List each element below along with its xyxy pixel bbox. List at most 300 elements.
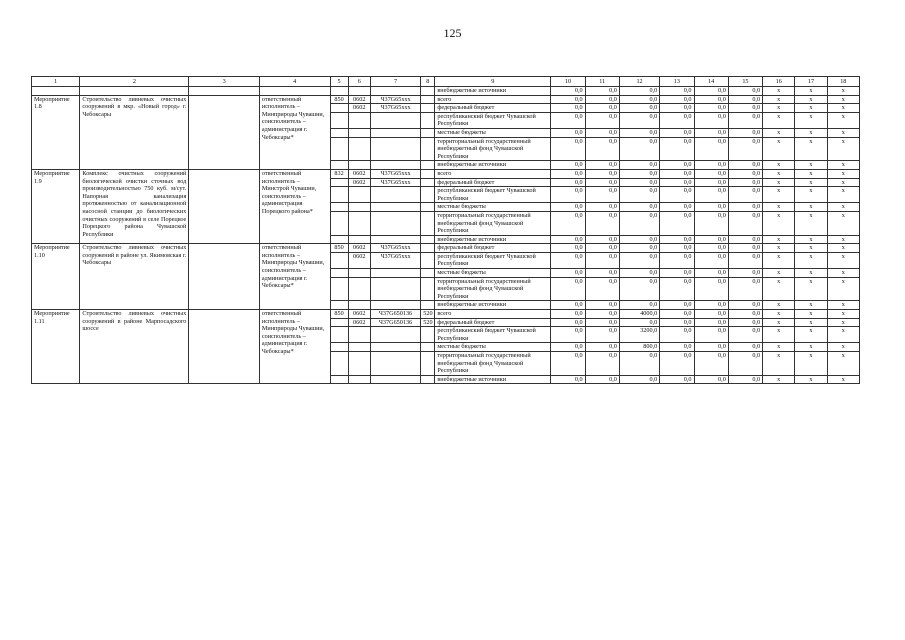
value-cell: 0,0 <box>551 244 585 253</box>
value-cell: 0,0 <box>619 104 659 113</box>
value-cell: 0,0 <box>551 169 585 178</box>
code-rz: 0602 <box>348 169 370 178</box>
empty-cell <box>189 244 260 310</box>
value-cell: 0,0 <box>660 352 694 376</box>
value-cell: 0,0 <box>728 352 762 376</box>
source-cell: территориальный государственный внебюджетный фонд Чувашской Республики <box>435 352 551 376</box>
value-cell: х <box>763 95 795 104</box>
value-cell: 0,0 <box>728 244 762 253</box>
budget-table <box>31 76 860 384</box>
header-cell: 6 <box>348 77 370 87</box>
source-cell: территориальный государственный внебюджетный фонд Чувашской Республики <box>435 211 551 235</box>
measure-executor: ответственный исполнитель – Минприроды Чувашии, соисполнитель – администрация г. Чебоксары* <box>259 310 330 384</box>
value-cell: 0,0 <box>551 343 585 352</box>
value-cell: 0,0 <box>694 244 728 253</box>
empty-cell <box>189 87 260 96</box>
code-rz: 0602 <box>348 318 370 327</box>
value-cell: 0,0 <box>585 235 619 244</box>
value-cell: 0,0 <box>551 95 585 104</box>
value-cell: х <box>795 104 827 113</box>
value-cell: х <box>827 203 859 212</box>
header-cell: 4 <box>259 77 330 87</box>
header-cell: 16 <box>763 77 795 87</box>
value-cell: х <box>763 244 795 253</box>
value-cell: 0,0 <box>551 137 585 161</box>
value-cell: 0,0 <box>728 277 762 301</box>
code-vr <box>421 301 435 310</box>
measure-title: Строительство ливневых очистных сооружений в районе Марпосадского шоссе <box>80 310 189 384</box>
code-vr <box>421 137 435 161</box>
value-cell: 0,0 <box>694 128 728 137</box>
code-csr <box>370 277 420 301</box>
value-cell: 0,0 <box>660 178 694 187</box>
value-cell: х <box>795 352 827 376</box>
code-grbs: 850 <box>330 310 348 319</box>
value-cell: 0,0 <box>694 169 728 178</box>
value-cell: х <box>763 128 795 137</box>
value-cell: 0,0 <box>619 352 659 376</box>
header-cell: 3 <box>189 77 260 87</box>
value-cell: 0,0 <box>619 375 659 384</box>
value-cell: 0,0 <box>619 87 659 96</box>
value-cell: 0,0 <box>585 310 619 319</box>
header-cell: 8 <box>421 77 435 87</box>
value-cell: х <box>827 95 859 104</box>
table-row <box>32 244 860 253</box>
code-csr <box>370 375 420 384</box>
header-cell: 17 <box>795 77 827 87</box>
value-cell: х <box>827 137 859 161</box>
value-cell: 0,0 <box>585 252 619 268</box>
source-cell: внебюджетные источники <box>435 235 551 244</box>
value-cell: х <box>795 112 827 128</box>
source-cell: республиканский бюджет Чувашской Республики <box>435 112 551 128</box>
code-csr: Ч37G65ххх <box>370 244 420 253</box>
value-cell: 0,0 <box>694 318 728 327</box>
value-cell: 0,0 <box>660 95 694 104</box>
value-cell: х <box>827 104 859 113</box>
source-cell: всего <box>435 95 551 104</box>
value-cell: 0,0 <box>619 187 659 203</box>
empty-cell <box>189 95 260 169</box>
code-rz <box>348 211 370 235</box>
code-vr <box>421 211 435 235</box>
value-cell: 0,0 <box>660 203 694 212</box>
code-vr <box>421 252 435 268</box>
value-cell: х <box>827 277 859 301</box>
value-cell: 0,0 <box>585 112 619 128</box>
value-cell: 0,0 <box>694 95 728 104</box>
table-row <box>32 310 860 319</box>
value-cell: 0,0 <box>551 269 585 278</box>
value-cell: х <box>763 104 795 113</box>
header-cell: 12 <box>619 77 659 87</box>
source-cell: всего <box>435 169 551 178</box>
value-cell: 0,0 <box>694 137 728 161</box>
value-cell: 0,0 <box>660 211 694 235</box>
measure-executor: ответственный исполнитель – Минприроды Чувашии, соисполнитель – администрация г. Чебоксары* <box>259 244 330 310</box>
value-cell: х <box>763 187 795 203</box>
code-csr <box>370 128 420 137</box>
header-cell: 11 <box>585 77 619 87</box>
value-cell: 0,0 <box>619 277 659 301</box>
code-vr: 520 <box>421 310 435 319</box>
source-cell: территориальный государственный внебюджетный фонд Чувашской Республики <box>435 137 551 161</box>
value-cell: х <box>795 211 827 235</box>
code-vr <box>421 277 435 301</box>
code-csr: Ч37G65ххх <box>370 178 420 187</box>
value-cell: 0,0 <box>619 112 659 128</box>
value-cell: 0,0 <box>660 269 694 278</box>
value-cell: х <box>795 203 827 212</box>
code-rz <box>348 137 370 161</box>
code-csr <box>370 187 420 203</box>
code-grbs <box>330 235 348 244</box>
value-cell: 0,0 <box>551 301 585 310</box>
code-csr <box>370 211 420 235</box>
value-cell: х <box>795 310 827 319</box>
value-cell: 0,0 <box>694 187 728 203</box>
value-cell: 0,0 <box>619 252 659 268</box>
code-vr <box>421 104 435 113</box>
value-cell: 0,0 <box>694 211 728 235</box>
value-cell: 0,0 <box>694 161 728 170</box>
value-cell: 4000,0 <box>619 310 659 319</box>
code-grbs <box>330 277 348 301</box>
source-cell: внебюджетные источники <box>435 87 551 96</box>
value-cell: х <box>827 235 859 244</box>
value-cell: 0,0 <box>619 203 659 212</box>
measure-name: Мероприятие 1.10 <box>32 244 80 310</box>
code-vr <box>421 375 435 384</box>
value-cell: 0,0 <box>585 318 619 327</box>
code-grbs <box>330 128 348 137</box>
value-cell: 0,0 <box>728 327 762 343</box>
source-cell: федеральный бюджет <box>435 318 551 327</box>
value-cell: х <box>795 235 827 244</box>
value-cell: 0,0 <box>585 137 619 161</box>
page-number: 125 <box>443 26 462 40</box>
value-cell: 0,0 <box>694 269 728 278</box>
value-cell: 0,0 <box>660 343 694 352</box>
value-cell: 0,0 <box>585 187 619 203</box>
value-cell: 0,0 <box>619 269 659 278</box>
value-cell: 0,0 <box>551 310 585 319</box>
code-rz <box>348 301 370 310</box>
source-cell: федеральный бюджет <box>435 244 551 253</box>
value-cell: 0,0 <box>728 187 762 203</box>
code-grbs <box>330 318 348 327</box>
value-cell: 0,0 <box>728 318 762 327</box>
value-cell: 0,0 <box>660 318 694 327</box>
empty-cell <box>330 87 348 96</box>
value-cell: х <box>763 178 795 187</box>
value-cell: х <box>763 343 795 352</box>
header-row <box>32 77 860 87</box>
value-cell: х <box>795 244 827 253</box>
code-csr: Ч37G65ххх <box>370 104 420 113</box>
value-cell: х <box>827 343 859 352</box>
value-cell: х <box>827 87 859 96</box>
value-cell: 0,0 <box>694 178 728 187</box>
code-grbs: 832 <box>330 169 348 178</box>
value-cell: 800,0 <box>619 343 659 352</box>
value-cell: х <box>763 277 795 301</box>
value-cell: 0,0 <box>660 104 694 113</box>
value-cell: х <box>763 169 795 178</box>
header-cell: 18 <box>827 77 859 87</box>
code-grbs <box>330 137 348 161</box>
code-vr <box>421 95 435 104</box>
code-csr: Ч37G65ххх <box>370 252 420 268</box>
value-cell: х <box>795 252 827 268</box>
value-cell: 0,0 <box>551 252 585 268</box>
value-cell: 0,0 <box>551 277 585 301</box>
source-cell: внебюджетные источники <box>435 375 551 384</box>
value-cell: 0,0 <box>619 169 659 178</box>
value-cell: 0,0 <box>585 161 619 170</box>
value-cell: 0,0 <box>694 277 728 301</box>
value-cell: х <box>763 310 795 319</box>
code-rz: 0602 <box>348 95 370 104</box>
code-rz <box>348 269 370 278</box>
value-cell: х <box>827 375 859 384</box>
value-cell: 0,0 <box>660 301 694 310</box>
value-cell: х <box>795 161 827 170</box>
source-cell: федеральный бюджет <box>435 178 551 187</box>
value-cell: 0,0 <box>551 375 585 384</box>
value-cell: 0,0 <box>660 187 694 203</box>
value-cell: 0,0 <box>551 203 585 212</box>
measure-name: Мероприятие 1.11 <box>32 310 80 384</box>
value-cell: 0,0 <box>619 244 659 253</box>
value-cell: 0,0 <box>728 161 762 170</box>
value-cell: х <box>763 252 795 268</box>
value-cell: х <box>763 318 795 327</box>
value-cell: 0,0 <box>660 375 694 384</box>
source-cell: республиканский бюджет Чувашской Республики <box>435 252 551 268</box>
source-cell: местные бюджеты <box>435 269 551 278</box>
value-cell: 0,0 <box>660 235 694 244</box>
measure-name: Мероприятие 1.8 <box>32 95 80 169</box>
value-cell: 0,0 <box>585 128 619 137</box>
value-cell: х <box>827 211 859 235</box>
value-cell: 0,0 <box>551 161 585 170</box>
value-cell: х <box>795 128 827 137</box>
code-grbs <box>330 375 348 384</box>
value-cell: 0,0 <box>694 301 728 310</box>
code-grbs <box>330 343 348 352</box>
value-cell: х <box>763 352 795 376</box>
value-cell: 0,0 <box>585 375 619 384</box>
code-vr <box>421 352 435 376</box>
table-row <box>32 87 860 96</box>
value-cell: 0,0 <box>728 169 762 178</box>
empty-cell <box>421 87 435 96</box>
value-cell: 0,0 <box>694 327 728 343</box>
value-cell: 0,0 <box>728 104 762 113</box>
value-cell: 0,0 <box>660 169 694 178</box>
value-cell: 0,0 <box>551 327 585 343</box>
code-rz <box>348 327 370 343</box>
value-cell: 0,0 <box>619 318 659 327</box>
code-grbs <box>330 327 348 343</box>
code-grbs: 850 <box>330 244 348 253</box>
code-rz <box>348 375 370 384</box>
value-cell: 0,0 <box>728 87 762 96</box>
code-grbs <box>330 112 348 128</box>
value-cell: 0,0 <box>728 211 762 235</box>
value-cell: 0,0 <box>585 327 619 343</box>
source-cell: местные бюджеты <box>435 128 551 137</box>
code-rz: 0602 <box>348 244 370 253</box>
code-vr <box>421 128 435 137</box>
value-cell: 0,0 <box>728 128 762 137</box>
value-cell: х <box>795 95 827 104</box>
code-rz <box>348 352 370 376</box>
header-cell: 1 <box>32 77 80 87</box>
code-grbs <box>330 269 348 278</box>
value-cell: 0,0 <box>585 269 619 278</box>
code-vr <box>421 235 435 244</box>
value-cell: х <box>827 310 859 319</box>
value-cell: 0,0 <box>728 252 762 268</box>
code-rz <box>348 128 370 137</box>
value-cell: 0,0 <box>728 112 762 128</box>
value-cell: х <box>795 277 827 301</box>
value-cell: х <box>763 269 795 278</box>
source-cell: всего <box>435 310 551 319</box>
code-grbs <box>330 211 348 235</box>
value-cell: 0,0 <box>694 112 728 128</box>
value-cell: 0,0 <box>619 161 659 170</box>
value-cell: 0,0 <box>551 87 585 96</box>
value-cell: 0,0 <box>585 211 619 235</box>
value-cell: 0,0 <box>551 211 585 235</box>
header-cell: 2 <box>80 77 189 87</box>
value-cell: х <box>795 87 827 96</box>
source-cell: местные бюджеты <box>435 203 551 212</box>
value-cell: 0,0 <box>660 112 694 128</box>
value-cell: 0,0 <box>585 169 619 178</box>
value-cell: 0,0 <box>551 104 585 113</box>
empty-cell <box>189 169 260 243</box>
value-cell: 0,0 <box>728 269 762 278</box>
measure-executor: ответственный исполнитель – Минприроды Чувашии, соисполнитель – администрация г. Чебоксары* <box>259 95 330 169</box>
code-csr <box>370 269 420 278</box>
empty-cell <box>80 87 189 96</box>
code-vr: 520 <box>421 318 435 327</box>
header-cell: 5 <box>330 77 348 87</box>
value-cell: 0,0 <box>619 178 659 187</box>
value-cell: х <box>763 235 795 244</box>
value-cell: 0,0 <box>619 128 659 137</box>
value-cell: 0,0 <box>551 128 585 137</box>
value-cell: 0,0 <box>619 137 659 161</box>
value-cell: х <box>763 301 795 310</box>
value-cell: 0,0 <box>728 310 762 319</box>
code-csr: Ч37G650136 <box>370 310 420 319</box>
value-cell: х <box>827 178 859 187</box>
code-csr <box>370 112 420 128</box>
code-csr <box>370 137 420 161</box>
value-cell: 0,0 <box>619 211 659 235</box>
code-grbs <box>330 203 348 212</box>
code-vr <box>421 203 435 212</box>
value-cell: х <box>827 128 859 137</box>
header-cell: 10 <box>551 77 585 87</box>
value-cell: 0,0 <box>694 203 728 212</box>
code-grbs <box>330 161 348 170</box>
value-cell: х <box>827 244 859 253</box>
value-cell: 0,0 <box>660 327 694 343</box>
value-cell: 0,0 <box>660 161 694 170</box>
value-cell: 0,0 <box>660 128 694 137</box>
code-csr: Ч37G65ххх <box>370 95 420 104</box>
value-cell: 0,0 <box>551 178 585 187</box>
code-csr <box>370 235 420 244</box>
value-cell: х <box>827 269 859 278</box>
value-cell: 0,0 <box>728 95 762 104</box>
value-cell: х <box>827 112 859 128</box>
code-csr <box>370 352 420 376</box>
table-row <box>32 95 860 104</box>
code-rz <box>348 112 370 128</box>
code-rz: 0602 <box>348 178 370 187</box>
value-cell: х <box>827 187 859 203</box>
code-rz: 0602 <box>348 310 370 319</box>
header-cell: 14 <box>694 77 728 87</box>
source-cell: территориальный государственный внебюджетный фонд Чувашской Республики <box>435 277 551 301</box>
value-cell: 0,0 <box>660 252 694 268</box>
value-cell: х <box>795 187 827 203</box>
value-cell: 0,0 <box>728 203 762 212</box>
value-cell: х <box>795 301 827 310</box>
value-cell: 0,0 <box>694 343 728 352</box>
code-grbs <box>330 352 348 376</box>
code-rz <box>348 277 370 301</box>
empty-cell <box>189 310 260 384</box>
code-grbs <box>330 252 348 268</box>
value-cell: 0,0 <box>585 352 619 376</box>
empty-cell <box>370 87 420 96</box>
value-cell: 0,0 <box>551 187 585 203</box>
value-cell: х <box>763 211 795 235</box>
value-cell: 0,0 <box>619 235 659 244</box>
value-cell: х <box>795 269 827 278</box>
value-cell: 0,0 <box>619 95 659 104</box>
value-cell: 0,0 <box>660 277 694 301</box>
table-row <box>32 169 860 178</box>
source-cell: федеральный бюджет <box>435 104 551 113</box>
empty-cell <box>348 87 370 96</box>
code-rz: 0602 <box>348 252 370 268</box>
code-rz <box>348 203 370 212</box>
value-cell: 0,0 <box>694 235 728 244</box>
source-cell: местные бюджеты <box>435 343 551 352</box>
value-cell: 0,0 <box>660 244 694 253</box>
code-grbs <box>330 104 348 113</box>
value-cell: 0,0 <box>551 235 585 244</box>
value-cell: х <box>827 327 859 343</box>
code-vr <box>421 178 435 187</box>
value-cell: х <box>795 178 827 187</box>
value-cell: 0,0 <box>728 301 762 310</box>
value-cell: х <box>827 301 859 310</box>
value-cell: 0,0 <box>585 178 619 187</box>
empty-cell <box>259 87 330 96</box>
code-vr <box>421 187 435 203</box>
